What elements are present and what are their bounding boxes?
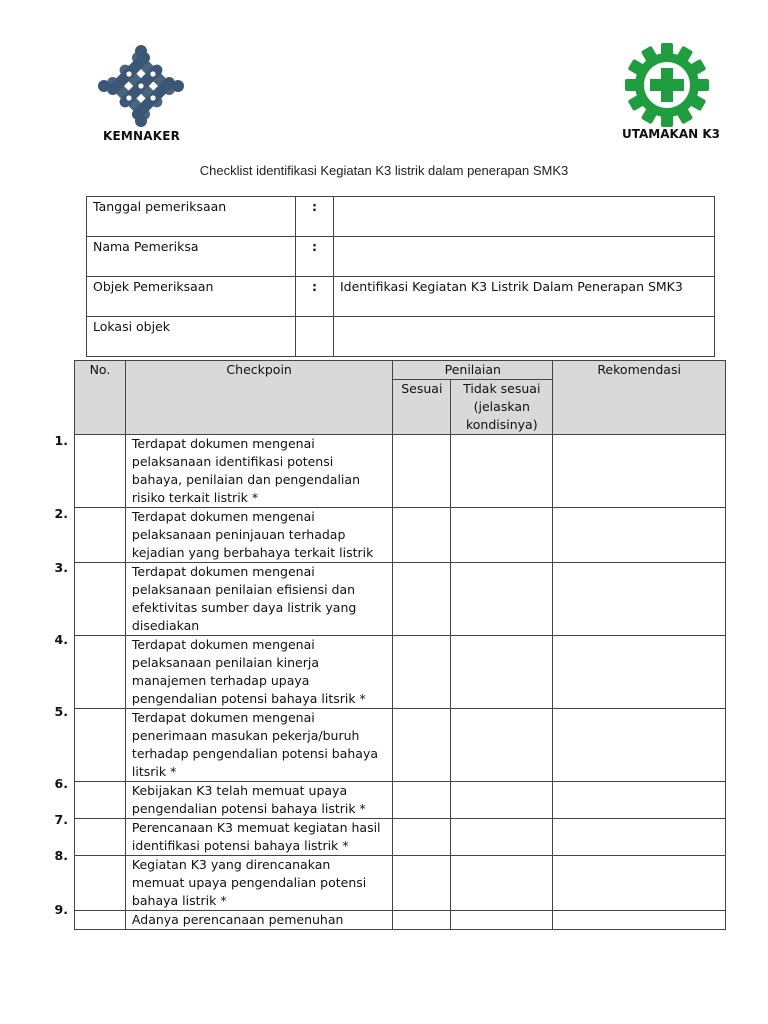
info-label: Lokasi objek bbox=[87, 317, 296, 357]
table-row bbox=[75, 508, 726, 563]
tidak-sesuai-cell[interactable] bbox=[451, 636, 553, 709]
kemnaker-logo-text: KEMNAKER bbox=[103, 129, 181, 143]
info-row bbox=[87, 237, 715, 277]
row-number: 1. bbox=[54, 433, 68, 448]
table-row bbox=[75, 563, 726, 636]
rekomendasi-cell[interactable] bbox=[553, 709, 726, 782]
tidak-sesuai-cell[interactable] bbox=[451, 856, 553, 911]
row-number: 5. bbox=[54, 704, 68, 719]
sesuai-cell[interactable] bbox=[393, 709, 451, 782]
sesuai-cell[interactable] bbox=[393, 782, 451, 819]
info-value-tanggal[interactable] bbox=[334, 197, 715, 237]
rekomendasi-cell[interactable] bbox=[553, 563, 726, 636]
row-number: 4. bbox=[54, 632, 68, 647]
checkpoint-text: Terdapat dokumen mengenai penerimaan masukan pekerja/buruh terhadap pengendalian potensi bahaya litsrik * bbox=[125, 709, 392, 782]
rekomendasi-cell[interactable] bbox=[553, 911, 726, 930]
rekomendasi-cell[interactable] bbox=[553, 856, 726, 911]
table-row bbox=[75, 819, 726, 856]
info-separator: : bbox=[296, 277, 334, 317]
row-number: 8. bbox=[54, 848, 68, 863]
table-row bbox=[75, 709, 726, 782]
checkpoint-text: Kegiatan K3 yang direncanakan memuat upaya pengendalian potensi bahaya listrik * bbox=[125, 856, 392, 911]
checkpoint-text: Terdapat dokumen mengenai pelaksanaan peninjauan terhadap kejadian yang berbahaya terkait listrik bbox=[125, 508, 392, 563]
rekomendasi-cell[interactable] bbox=[553, 508, 726, 563]
info-separator: : bbox=[296, 197, 334, 237]
sesuai-cell[interactable] bbox=[393, 819, 451, 856]
info-row bbox=[87, 277, 715, 317]
checkpoint-text: Kebijakan K3 telah memuat upaya pengendalian potensi bahaya listrik * bbox=[125, 782, 392, 819]
rekomendasi-cell[interactable] bbox=[553, 819, 726, 856]
sesuai-cell[interactable] bbox=[393, 856, 451, 911]
header-checkpoint: Checkpoin bbox=[125, 361, 392, 435]
tidak-sesuai-cell[interactable] bbox=[451, 819, 553, 856]
checkpoint-text: Terdapat dokumen mengenai pelaksanaan penilaian kinerja manajemen terhadap upaya pengendalian potensi bahaya litsrik * bbox=[125, 636, 392, 709]
tidak-sesuai-cell[interactable] bbox=[451, 435, 553, 508]
table-row bbox=[75, 856, 726, 911]
info-label: Tanggal pemeriksaan bbox=[87, 197, 296, 237]
info-value-objek[interactable]: Identifikasi Kegiatan K3 Listrik Dalam Penerapan SMK3 bbox=[334, 277, 715, 317]
rekomendasi-cell[interactable] bbox=[553, 636, 726, 709]
header-no: No. bbox=[75, 361, 126, 435]
info-row bbox=[87, 197, 715, 237]
tidak-sesuai-cell[interactable] bbox=[451, 911, 553, 930]
info-separator bbox=[296, 317, 334, 357]
sesuai-cell[interactable] bbox=[393, 435, 451, 508]
header-penilaian: Penilaian bbox=[393, 361, 553, 380]
tidak-sesuai-cell[interactable] bbox=[451, 508, 553, 563]
table-row bbox=[75, 435, 726, 508]
info-value-lokasi[interactable] bbox=[334, 317, 715, 357]
sesuai-cell[interactable] bbox=[393, 508, 451, 563]
table-row bbox=[75, 911, 726, 930]
checkpoint-text: Terdapat dokumen mengenai pelaksanaan penilaian efisiensi dan efektivitas sumber daya listrik yang disediakan bbox=[125, 563, 392, 636]
header-tidak-sesuai: Tidak sesuai (jelaskan kondisinya) bbox=[451, 380, 553, 435]
inspection-info-table bbox=[86, 196, 715, 357]
info-label: Objek Pemeriksaan bbox=[87, 277, 296, 317]
checkpoint-text: Terdapat dokumen mengenai pelaksanaan identifikasi potensi bahaya, penilaian dan pengendalian risiko terkait listrik * bbox=[125, 435, 392, 508]
row-number: 9. bbox=[54, 902, 68, 917]
info-separator: : bbox=[296, 237, 334, 277]
tidak-sesuai-cell[interactable] bbox=[451, 709, 553, 782]
k3-gear-cross-logo bbox=[624, 42, 710, 128]
checkpoint-text: Perencanaan K3 memuat kegiatan hasil identifikasi potensi bahaya listrik * bbox=[125, 819, 392, 856]
checklist-table bbox=[74, 360, 726, 930]
row-number: 7. bbox=[54, 812, 68, 827]
sesuai-cell[interactable] bbox=[393, 563, 451, 636]
rekomendasi-cell[interactable] bbox=[553, 435, 726, 508]
row-number: 2. bbox=[54, 506, 68, 521]
table-row bbox=[75, 782, 726, 819]
info-value-pemeriksa[interactable] bbox=[334, 237, 715, 277]
tidak-sesuai-cell[interactable] bbox=[451, 563, 553, 636]
sesuai-cell[interactable] bbox=[393, 636, 451, 709]
row-number: 6. bbox=[54, 776, 68, 791]
k3-logo-text: UTAMAKAN K3 bbox=[622, 127, 720, 141]
rekomendasi-cell[interactable] bbox=[553, 782, 726, 819]
kemnaker-logo bbox=[96, 44, 186, 128]
table-row bbox=[75, 636, 726, 709]
header-sesuai: Sesuai bbox=[393, 380, 451, 435]
row-number: 3. bbox=[54, 560, 68, 575]
info-label: Nama Pemeriksa bbox=[87, 237, 296, 277]
sesuai-cell[interactable] bbox=[393, 911, 451, 930]
document-title: Checklist identifikasi Kegiatan K3 listrik dalam penerapan SMK3 bbox=[199, 163, 569, 178]
header-rekomendasi: Rekomendasi bbox=[553, 361, 726, 435]
checkpoint-text: Adanya perencanaan pemenuhan bbox=[125, 911, 392, 930]
tidak-sesuai-cell[interactable] bbox=[451, 782, 553, 819]
info-row bbox=[87, 317, 715, 357]
